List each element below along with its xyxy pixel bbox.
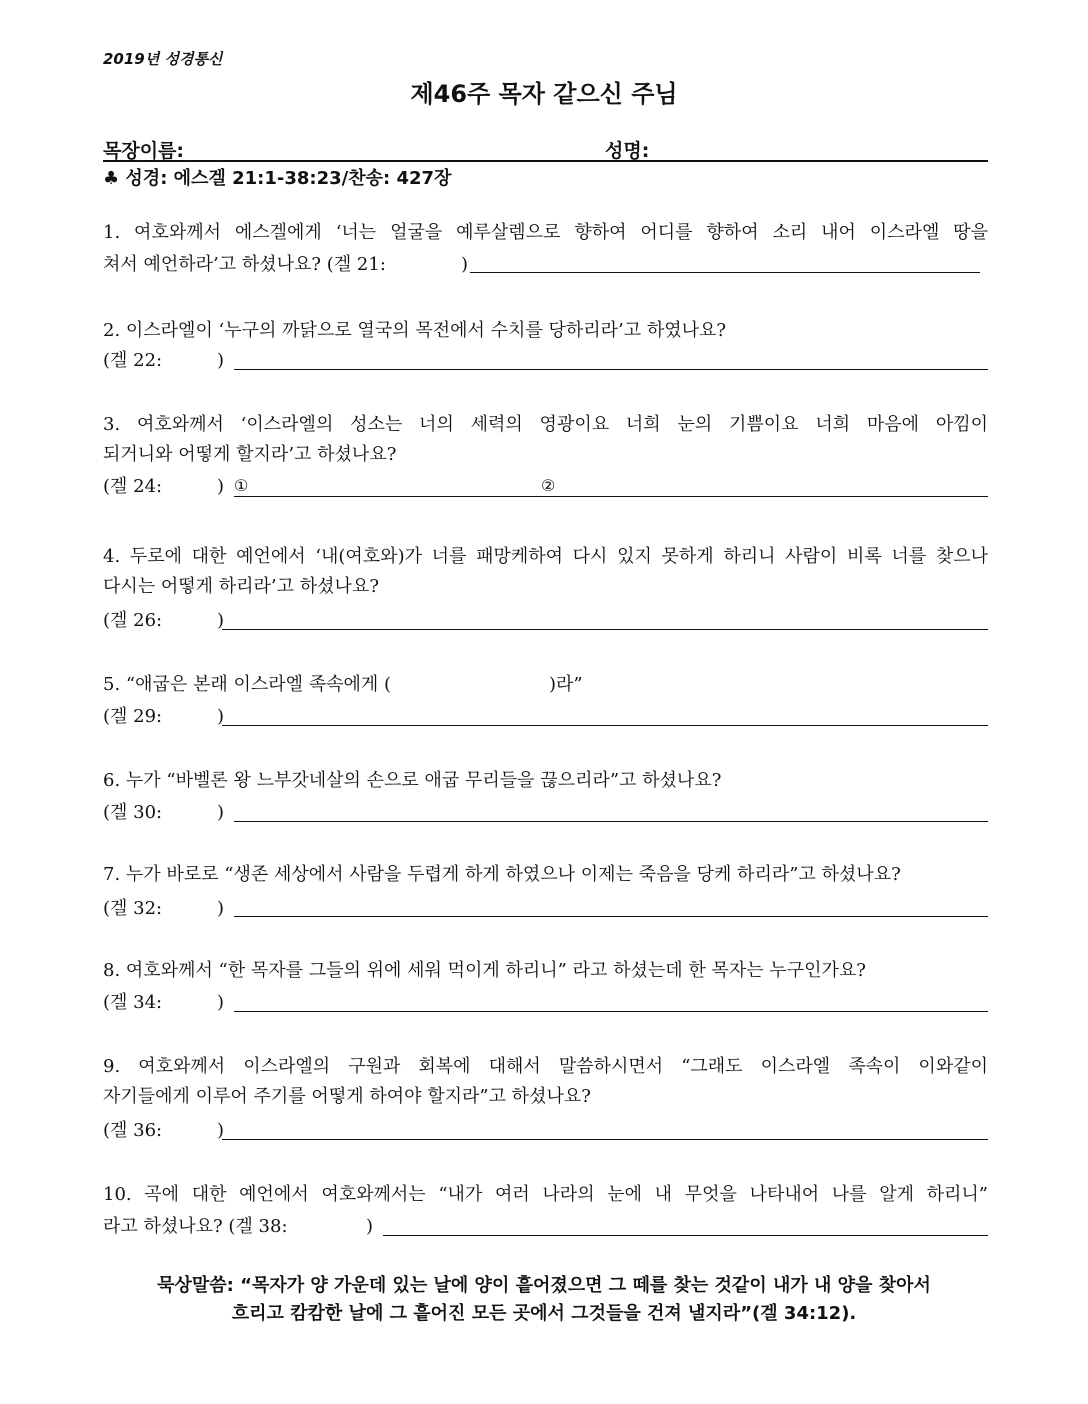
student-name-label: 성명: (605, 140, 650, 162)
question-7-ref: (겔 32: (103, 898, 163, 919)
answer-10-field[interactable] (383, 1235, 988, 1236)
question-10-line2: 라고 하셨나요? (겔 38: (103, 1216, 288, 1237)
answer-5-field[interactable] (222, 725, 988, 726)
memory-verse-line2: 흐리고 캄캄한 날에 그 흩어진 모든 곳에서 그것들을 건져 낼지라”(겔 34:12). (231, 1303, 857, 1324)
question-3-close: ) (217, 476, 225, 497)
question-7-close: ) (217, 898, 225, 919)
question-8-line1: 8. 여호와께서 “한 목자를 그들의 위에 세워 먹이게 하리니” 라고 하셨는데 한 목자는 누구인가요? (103, 960, 866, 981)
question-9-line2: 자기들에게 이루어 주기를 어떻게 하여야 할지라”고 하셨나요? (103, 1086, 591, 1107)
answer-3-mark-2: ② (541, 476, 556, 495)
scripture-text: 성경: 에스겔 21:1-38:23/찬송: 427장 (125, 168, 452, 189)
scripture-line (103, 164, 451, 190)
question-3-line2: 되거니와 어떻게 할지라’고 하셨나요? (103, 444, 397, 465)
meta-row (103, 136, 988, 162)
answer-6-field[interactable] (234, 821, 988, 822)
question-7-line1: 7. 누가 바로로 “생존 세상에서 사람을 두렵게 하게 하였으나 이제는 죽음을 당케 하리라”고 하셨나요? (103, 864, 901, 885)
question-3-ref: (겔 24: (103, 476, 163, 497)
group-name-label: 목장이름: (103, 140, 185, 162)
club-icon: ♣ (103, 168, 120, 189)
question-4-line1: 4. 두로에 대한 예언에서 ‘내(여호와)가 너를 패망케하여 다시 있지 못하게 하리니 사람이 비록 너를 찾으나 (103, 546, 988, 567)
answer-3-field[interactable] (234, 496, 988, 497)
question-1-line1: 1. 여호와께서 에스겔에게 ‘너는 얼굴을 예루살렘으로 향하여 어디를 향하여 소리 내어 이스라엘 땅을 (103, 222, 988, 243)
question-5-line1-end: )라” (549, 674, 583, 695)
question-6-line1: 6. 누가 “바벨론 왕 느부갓네살의 손으로 애굽 무리들을 끊으리라”고 하셨나요? (103, 770, 722, 791)
question-9-close: ) (217, 1120, 225, 1141)
question-5-line1: 5. “애굽은 본래 이스라엘 족속에게 ( (103, 674, 392, 695)
question-2-ref: (겔 22: (103, 350, 163, 371)
question-9-ref: (겔 36: (103, 1120, 163, 1141)
question-5-ref: (겔 29: (103, 706, 163, 727)
answer-8-field[interactable] (234, 1011, 988, 1012)
memory-verse (0, 1272, 1088, 1328)
question-8-close: ) (217, 992, 225, 1013)
question-6-ref: (겔 30: (103, 802, 163, 823)
answer-7-field[interactable] (234, 916, 988, 917)
answer-9-field[interactable] (222, 1139, 988, 1140)
question-10-line1: 10. 곡에 대한 예언에서 여호와께서는 “내가 여러 나라의 눈에 내 무엇을 나타내어 나를 알게 하리니” (103, 1184, 988, 1205)
question-4-line2: 다시는 어떻게 하리라’고 하셨나요? (103, 576, 379, 597)
question-10-close: ) (366, 1216, 374, 1237)
answer-2-field[interactable] (234, 369, 988, 370)
question-2-line1: 2. 이스라엘이 ‘누구의 까닭으로 열국의 목전에서 수치를 당하리라’고 하였나요? (103, 320, 727, 341)
answer-1-field[interactable] (470, 272, 980, 273)
question-4-ref: (겔 26: (103, 610, 163, 631)
question-4-close: ) (217, 610, 225, 631)
question-9-line1: 9. 여호와께서 이스라엘의 구원과 회복에 대해서 말씀하시면서 “그래도 이스라엘 족속이 이와같이 (103, 1056, 988, 1077)
memory-verse-line1: 묵상말씀: “목자가 양 가운데 있는 날에 양이 흩어졌으면 그 떼를 찾는 것같이 내가 내 양을 찾아서 (157, 1275, 931, 1296)
question-1-close: ) (461, 254, 469, 275)
question-6-close: ) (217, 802, 225, 823)
question-8-ref: (겔 34: (103, 992, 163, 1013)
answer-4-field[interactable] (222, 629, 988, 630)
newsletter-note: 2019년 성경통신 (103, 50, 223, 68)
question-1-line2: 쳐서 예언하라’고 하셨나요? (겔 21: (103, 254, 386, 275)
answer-3-mark-1: ① (234, 476, 249, 495)
page-title: 제46주 목자 같으신 주님 (410, 80, 678, 108)
question-2-close: ) (217, 350, 225, 371)
question-3-line1: 3. 여호와께서 ‘이스라엘의 성소는 너의 세력의 영광이요 너희 눈의 기쁨이요 너희 마음에 아낌이 (103, 414, 988, 435)
question-5-close: ) (217, 706, 225, 727)
